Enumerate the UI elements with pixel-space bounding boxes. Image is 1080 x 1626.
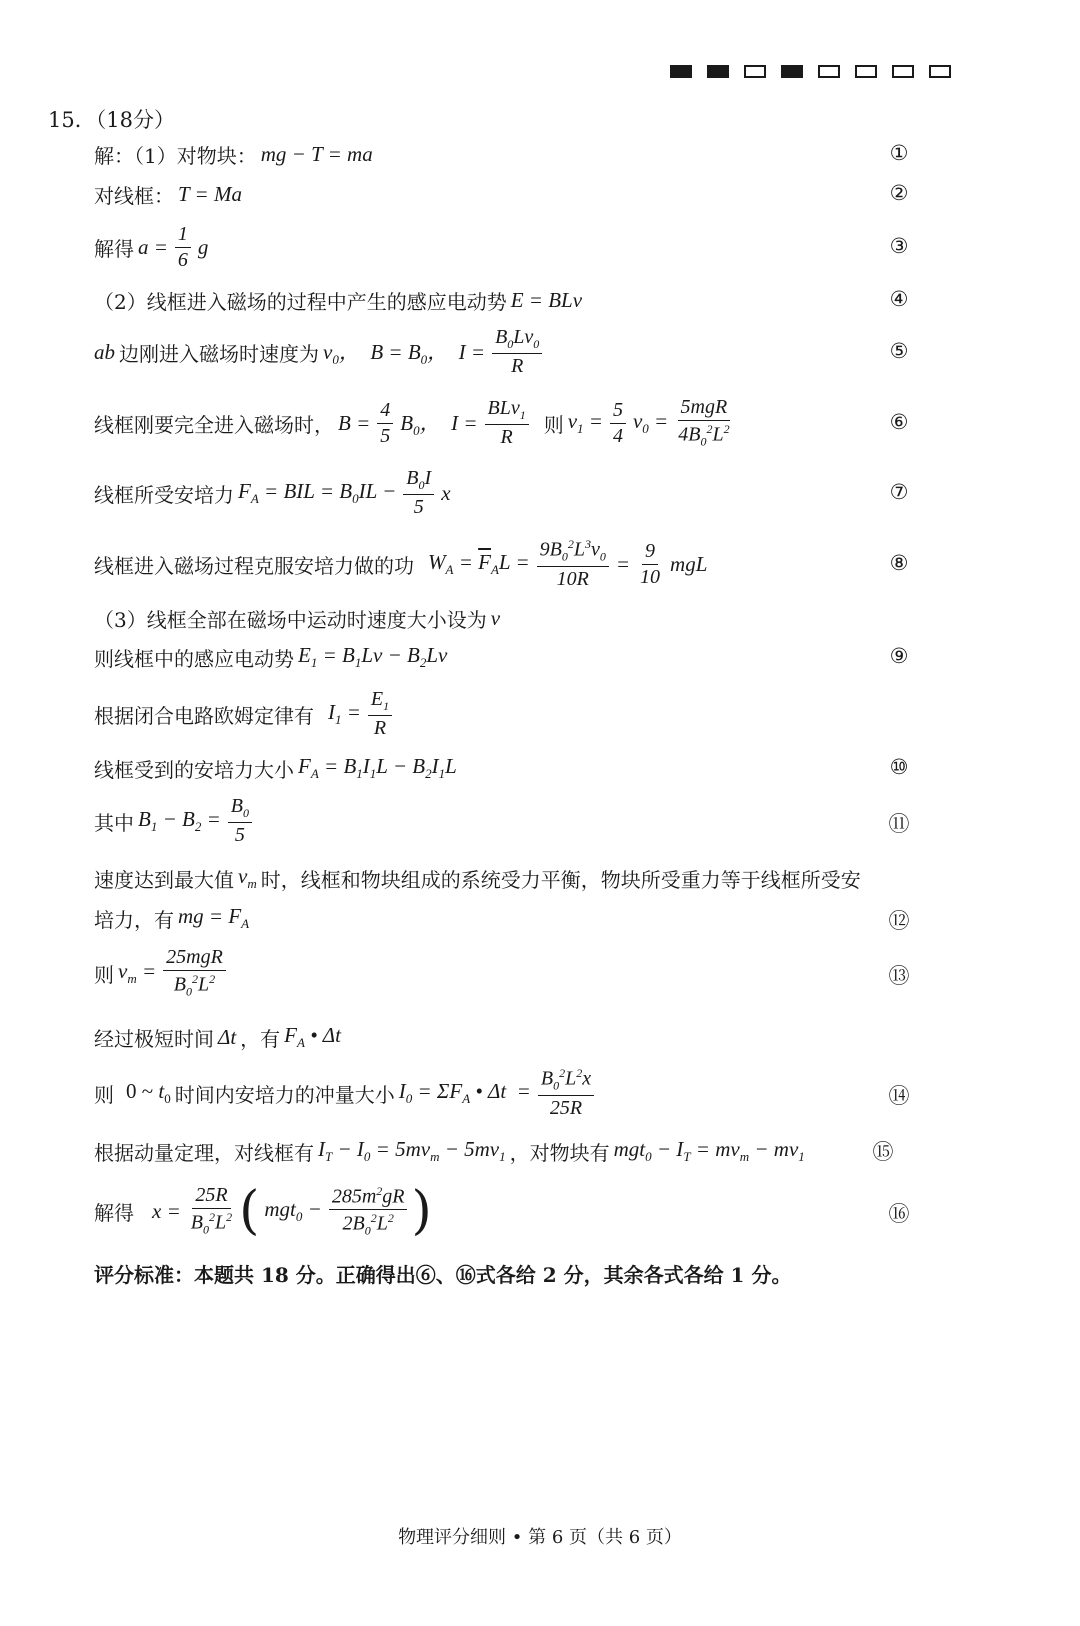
equation: $I_1$ = [328,699,361,728]
equation-marker: ⑭ [888,1084,910,1108]
equation-marker: ⑮ [872,1140,894,1164]
progress-square [818,65,840,78]
fraction: $\frac{B_0}{5}$ [228,796,252,846]
equation: E = BLv [510,287,583,312]
progress-square [781,65,803,78]
equation: x [441,480,451,505]
line-text: 解：（1）对物块： [94,143,257,168]
equation: 0 ~ $t_0$ [126,1078,171,1107]
fraction: $\frac{B_0^2L^2x}{25R}$ [538,1067,594,1118]
solution-line-10 [94,631,884,683]
fraction: $\frac{25R}{B_0^2L^2}$ [190,1184,233,1238]
equation: $B_1 - B_2$ = [138,806,221,835]
line-text: 经过极短时间 [94,1026,214,1051]
line-text: 对线框： [94,183,174,208]
fraction: $\frac{\text{25mgR}}{B_0^2L^2}$ [163,947,226,998]
question-number: 15．（18分） [48,108,175,132]
equation-marker: ⑧ [889,551,909,575]
line-text: 培力，有 [94,907,174,932]
solution-line-13 [94,795,884,847]
equation: ab [94,339,115,364]
equation-marker: ⑥ [889,410,909,434]
fraction: $\frac{9}{10}$ [640,539,661,588]
scoring-criteria: 评分标准：本题共 18 分。正确得出⑥、⑯式各给 2 分，其余各式各给 1 分。 [94,1262,792,1287]
solution-line-18 [94,1067,884,1119]
solution-line-2 [94,168,884,220]
equation: $mgt_0 - I_T = mv_m - mv_1$ [613,1136,805,1165]
equation: $F_A$ = BIL = $B_0IL$ − [238,478,397,507]
equation: $F_A$ • Δt [284,1022,341,1051]
equation-marker: ⑯ [888,1202,910,1226]
equation: mg − T = ma [260,141,373,166]
line-text: 线框所受安培力 [94,482,234,507]
equation: = [615,551,631,576]
progress-square [744,65,766,78]
line-text: 根据动量定理，对线框有 [94,1140,314,1165]
line-text: 线框受到的安培力大小 [94,757,294,782]
progress-square [707,65,729,78]
equation-marker: ⑨ [889,644,909,668]
equation: $I_0 = \Sigma F_A$ • Δt = [398,1078,531,1107]
page-footer: 物理评分细则 • 第 6 页（共 6 页） [398,1527,682,1548]
progress-square [892,65,914,78]
equation: $E_1 = B_1Lv - B_2Lv$ [298,642,448,671]
equation-marker: ④ [889,287,909,311]
line-text: 其中 [94,810,134,835]
fraction: $\frac{B_0Lv_0}{R}$ [492,327,542,377]
equation: mgL [670,551,708,576]
fraction: $\frac{\text{5mgR}}{4B_0^2L^2}$ [678,396,730,450]
equation: $B_0$， I = [400,410,478,439]
equation-marker: ① [889,141,909,165]
solution-line-11 [94,688,884,740]
line-text: 边刚进入磁场时速度为 [119,341,319,366]
line-text: 则 [94,962,114,987]
fraction: $\frac{1}{6}$ [175,224,191,271]
fraction: $\frac{BLv_1}{R}$ [485,398,529,448]
solution-line-16 [94,947,884,999]
solution-line-17 [94,1011,884,1063]
equation-marker: ③ [889,234,909,258]
solution-line-20 [94,1182,884,1240]
line-text: 根据闭合电路欧姆定律有 [94,703,314,728]
fraction: $\frac{5}{4}$ [610,400,626,447]
line-text: 则 [94,1082,114,1107]
line-text: 解得 [94,236,134,261]
line-text: 速度达到最大值 [94,867,234,892]
equation-marker: ⑬ [888,964,910,988]
equation: B = [338,410,371,435]
progress-square [929,65,951,78]
line-text: 解得 [94,1200,134,1225]
solution-line-19 [94,1125,956,1177]
equation: Δt [218,1024,237,1049]
solution-line-3 [94,221,884,273]
equation: mg = $F_A$ [178,903,250,932]
line-text: （3）线框全部在磁场中运动时速度大小设为 [94,607,487,632]
equation: $F_A = B_1I_1L - B_2I_1L$ [298,753,457,782]
equation: v [490,605,501,630]
solution-line-12 [94,742,884,794]
equation-marker: ⑪ [888,812,910,836]
equation: $I_T - I_0 = 5mv_m - 5mv_1$ [318,1136,506,1165]
equation: a = [138,234,168,259]
equation: x = [152,1198,181,1223]
equation-marker: ② [889,181,909,205]
equation: $v_0$， $B = B_0$， I = [323,339,486,368]
line-text: 线框刚要完全进入磁场时， [94,412,334,437]
line-text: （2）线框进入磁场的过程中产生的感应电动势 [94,289,507,314]
equation-marker: ⑫ [888,909,910,933]
line-text: ，有 [240,1026,281,1051]
line-text: 时间内安培力的冲量大小 [174,1082,395,1107]
line-text: ，对物块有 [509,1140,610,1165]
equation: $W_A = \overline{F}_AL$ = [428,549,530,578]
fraction: $\frac{9B_0^2L^3v_0}{10R}$ [537,538,609,589]
solution-line-5 [94,326,884,378]
equation-marker: ⑩ [889,755,909,779]
progress-square [855,65,877,78]
progress-square [670,65,692,78]
equation: $v_1$ = [567,408,603,437]
fraction: $\frac{E_1}{R}$ [368,689,392,739]
solution-line-15 [94,892,884,944]
equation: mgt$_0$ − [264,1196,322,1225]
solution-line-6 [94,397,884,449]
equation: $v_m$ = [118,958,157,987]
right-paren: ) [411,1181,432,1241]
line-text: 线框进入磁场过程克服安培力做的功 [94,553,414,578]
equation-marker: ⑦ [889,480,909,504]
equation-marker: ⑤ [889,339,909,363]
left-paren: ( [239,1181,260,1241]
line-text: 时，线框和物块组成的系统受力平衡，物块所受重力等于线框所受安 [260,867,861,892]
line-text: 则线框中的感应电动势 [94,646,294,671]
equation: $v_m$ [238,863,257,892]
equation: T = Ma [178,181,242,206]
solution-line-8 [94,538,884,590]
line-text: 则 [543,412,564,437]
equation: $v_0$ = [632,408,669,437]
fraction: $\frac{B_0I}{5}$ [403,468,434,518]
equation: g [197,234,209,259]
solution-line-7 [94,467,884,519]
fraction: $\frac{4}{5}$ [377,400,393,447]
fraction: $\frac{285m^2gR}{2B_0^2L^2}$ [329,1185,408,1238]
solution-line-4 [94,274,884,326]
